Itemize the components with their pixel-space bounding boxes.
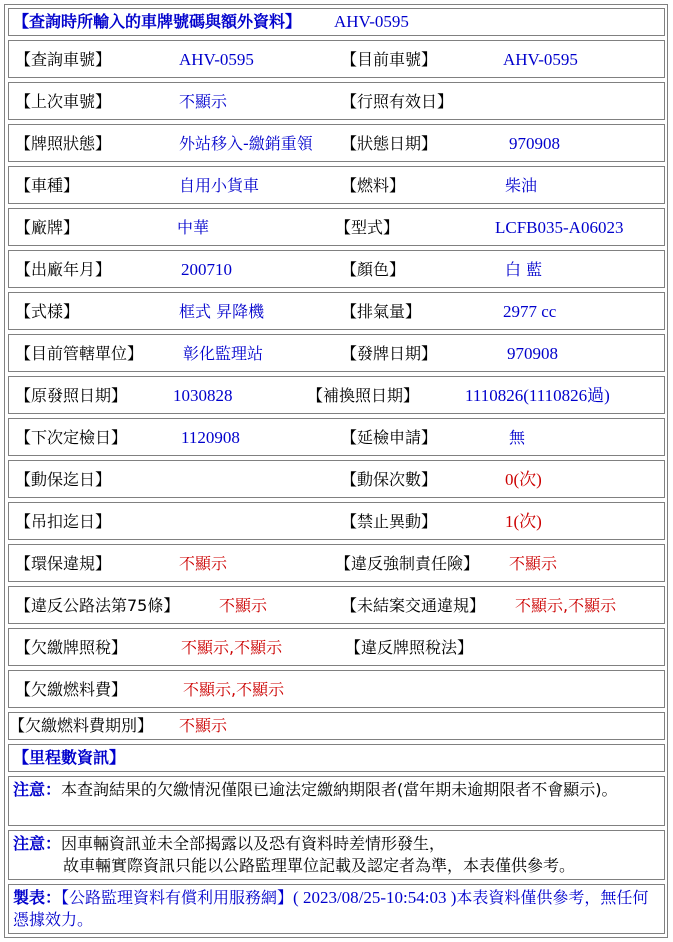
info-row — [8, 208, 665, 246]
note-2 — [13, 833, 658, 877]
fuel-fee-due-value: 不顯示,不顯示 — [183, 680, 285, 699]
mileage-section — [8, 744, 665, 772]
highway-75-value: 不顯示 — [219, 596, 268, 615]
status-date-value: 970908 — [509, 134, 560, 153]
color-value: 白 藍 — [505, 260, 543, 279]
note-1 — [13, 779, 658, 801]
revoke-until-label: 【吊扣迄日】 — [15, 512, 112, 531]
issue-date-label: 【發牌日期】 — [341, 344, 438, 363]
info-row — [8, 586, 665, 624]
footer-source: 【公路監理資料有償利用服務網】 — [61, 888, 294, 907]
extension-value: 無 — [509, 428, 526, 447]
footer-box — [8, 884, 665, 934]
orig-issue-value: 1030828 — [173, 386, 233, 405]
query-plate-label: 【查詢車號】 — [15, 50, 112, 69]
info-row — [8, 40, 665, 78]
style-label: 【式樣】 — [15, 302, 80, 321]
current-plate-label: 【目前車號】 — [341, 50, 438, 69]
next-inspect-label: 【下次定檢日】 — [15, 428, 128, 447]
footer-time: ( 2023/08/25-10:54:03 ) — [293, 888, 457, 907]
info-row — [8, 250, 665, 288]
issue-date-value: 970908 — [507, 344, 558, 363]
ban-transfer-value: 1(次) — [505, 512, 542, 531]
footer-text: 本表資料僅供參考，無任何憑據效力。 — [13, 888, 649, 929]
plate-status-label: 【牌照狀態】 — [15, 134, 112, 153]
header-title: 【查詢時所輸入的車牌號碼與額外資料】 — [13, 12, 302, 31]
status-date-label: 【狀態日期】 — [341, 134, 438, 153]
model-label: 【型式】 — [335, 218, 400, 237]
note-2-line-1: 因車輛資訊並未全部揭露以及恐有資料時差情形發生， — [61, 834, 446, 853]
note-1-label: 注意： — [13, 780, 62, 799]
license-valid-label: 【行照有效日】 — [341, 92, 454, 111]
insurance-label: 【違反強制責任險】 — [335, 554, 480, 573]
manufacture-label: 【出廠年月】 — [15, 260, 112, 279]
note-1-text: 本查詢結果的欠繳情況僅限已逾法定繳納期限者(當年期未逾期限者不會顯示)。 — [61, 780, 618, 799]
office-label: 【目前管轄單位】 — [15, 344, 144, 363]
plate-tax-law-label: 【違反牌照稅法】 — [345, 638, 474, 657]
lien-count-value: 0(次) — [505, 470, 542, 489]
env-violation-label: 【環保違規】 — [15, 554, 112, 573]
ban-transfer-label: 【禁止異動】 — [341, 512, 438, 531]
extension-label: 【延檢申請】 — [341, 428, 438, 447]
info-row — [8, 82, 665, 120]
note-2-label: 注意： — [13, 834, 62, 853]
color-label: 【顏色】 — [341, 260, 406, 279]
brand-value: 中華 — [177, 218, 210, 237]
model-value: LCFB035-A06023 — [495, 218, 624, 237]
fuel-fee-period-label: 【欠繳燃料費期別】 — [9, 716, 154, 735]
next-inspect-value: 1120908 — [181, 428, 240, 447]
fuel-fee-period-value: 不顯示 — [179, 716, 228, 735]
office-value: 彰化監理站 — [183, 344, 264, 363]
env-violation-value: 不顯示 — [179, 554, 228, 573]
fuel-fee-due-label: 【欠繳燃料費】 — [15, 680, 128, 699]
info-row — [8, 376, 665, 414]
plate-tax-due-value: 不顯示,不顯示 — [181, 638, 283, 657]
insurance-value: 不顯示 — [509, 554, 558, 573]
report-header — [8, 8, 665, 36]
vehicle-type-value: 自用小貨車 — [179, 176, 260, 195]
highway-75-label: 【違反公路法第75條】 — [15, 596, 180, 615]
reissue-value: 1110826(1110826過) — [465, 386, 610, 405]
traffic-unsettled-label: 【未結案交通違規】 — [341, 596, 486, 615]
info-row — [8, 712, 665, 740]
info-row — [8, 628, 665, 666]
plate-tax-due-label: 【欠繳牌照稅】 — [15, 638, 128, 657]
vehicle-type-label: 【車種】 — [15, 176, 80, 195]
note-box — [8, 830, 665, 880]
info-row — [8, 460, 665, 498]
info-row — [8, 166, 665, 204]
fuel-value: 柴油 — [505, 176, 538, 195]
footer-label: 製表： — [13, 888, 62, 907]
plate-status-value: 外站移入-繳銷重領 — [179, 134, 313, 153]
note-box — [8, 776, 665, 826]
displacement-value: 2977 cc — [503, 302, 557, 321]
fuel-label: 【燃料】 — [341, 176, 406, 195]
footer-note — [13, 887, 658, 931]
previous-plate-value: 不顯示 — [179, 92, 228, 111]
query-plate-value: AHV-0595 — [179, 50, 254, 69]
manufacture-value: 200710 — [181, 260, 232, 279]
displacement-label: 【排氣量】 — [341, 302, 422, 321]
orig-issue-label: 【原發照日期】 — [15, 386, 128, 405]
info-row — [8, 124, 665, 162]
info-row — [8, 292, 665, 330]
info-row — [8, 670, 665, 708]
info-row — [8, 418, 665, 456]
header-plate: AHV-0595 — [334, 12, 409, 31]
traffic-unsettled-value: 不顯示,不顯示 — [515, 596, 617, 615]
current-plate-value: AHV-0595 — [503, 50, 578, 69]
brand-label: 【廠牌】 — [15, 218, 80, 237]
note-2-line-2: 故車輛實際資訊只能以公路監理單位記載及認定者為準，本表僅供參考。 — [63, 856, 576, 875]
reissue-label: 【補換照日期】 — [307, 386, 420, 405]
info-row — [8, 544, 665, 582]
previous-plate-label: 【上次車號】 — [15, 92, 112, 111]
lien-until-label: 【動保迄日】 — [15, 470, 112, 489]
lien-count-label: 【動保次數】 — [341, 470, 438, 489]
mileage-label: 【里程數資訊】 — [13, 748, 126, 767]
style-value: 框式 昇降機 — [179, 302, 265, 321]
info-row — [8, 502, 665, 540]
info-row — [8, 334, 665, 372]
